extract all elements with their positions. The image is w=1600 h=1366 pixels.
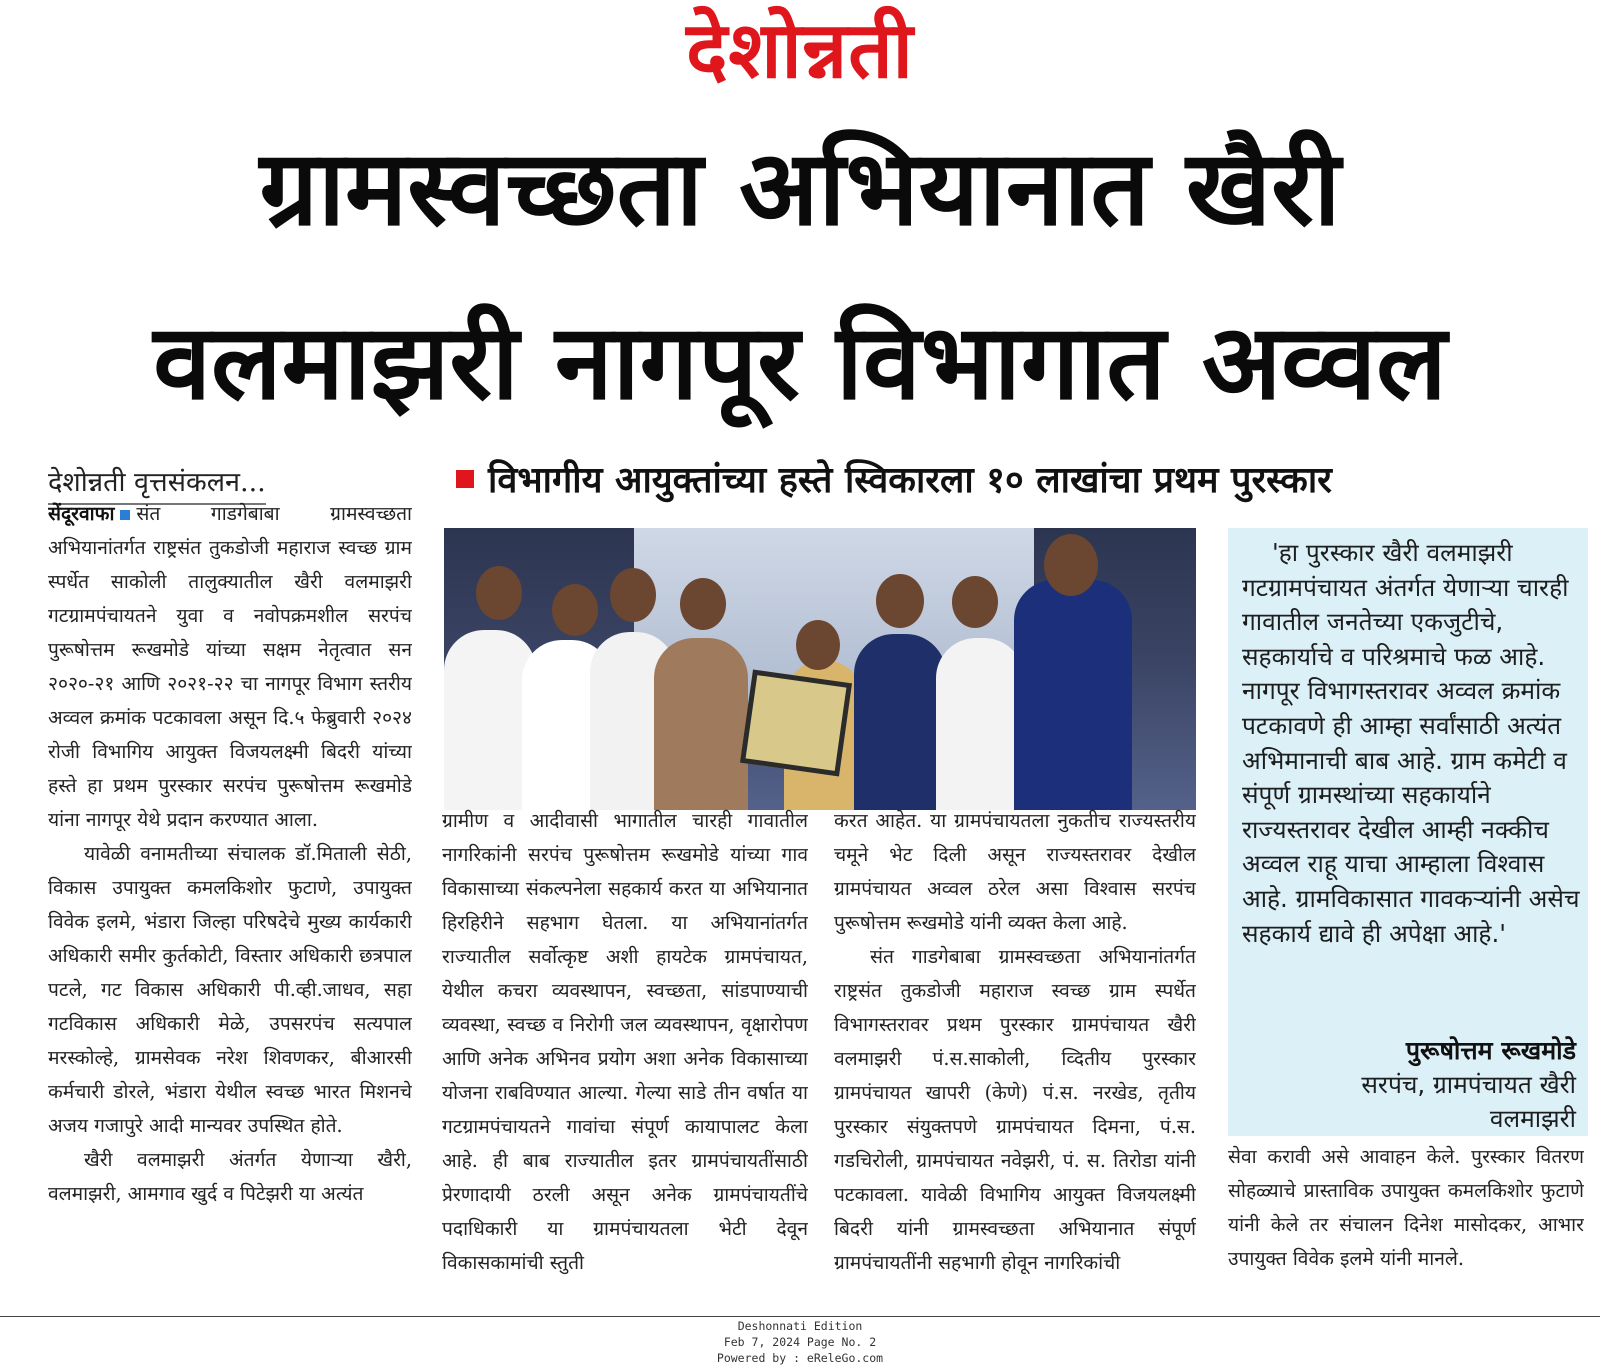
red-square-bullet-icon xyxy=(456,470,474,488)
byline: देशोन्नती वृत्तसंकलन... xyxy=(48,462,266,505)
person-head xyxy=(876,574,924,628)
quote-author-name: पुरूषोत्तम रूखमोडे xyxy=(1405,1036,1576,1065)
headline-line-2: वलमाझरी नागपूर विभागात अव्वल xyxy=(153,301,1447,423)
footer-date-page: Feb 7, 2024 Page No. 2 xyxy=(723,1335,877,1349)
person-figure xyxy=(1014,580,1132,810)
subheadline-text: विभागीय आयुक्तांच्या हस्ते स्विकारला १० लाखांचा प्रथम पुरस्कार xyxy=(488,460,1332,501)
article-paragraph: संत गाडगेबाबा ग्रामस्वच्छता अभियानांतर्गत राष्ट्रसंत तुकडोजी महाराज स्वच्छ ग्राम स्पर्धेत विभागस्तरावर प्रथम पुरस्कार ग्रामपंचायत खैरी वलमाझरी पं.स.साकोली, व्दितीय पुरस्कार ग्रामपंचायत खापरी (केणे) पं.स. नरखेड, तृतीय पुरस्कार संयुक्तपणे ग्रामपंचायत दिमना, पं.स. गडचिरोली, ग्रामपंचायत नवेझरी, पं. स. तिरोडा यांनी पटकावला. यावेळी विभागिय आयुक्त विजयलक्ष्मी बिदरी यांनी ग्रामस्वच्छता अभियानात संपूर्ण ग्रामपंचायतींनी सहभागी होवून नागरिकांची xyxy=(834,945,1196,1274)
pull-quote-box xyxy=(1228,528,1588,1136)
article-paragraph: करत आहेत. या ग्रामपंचायतला नुकतीच राज्यस्तरीय चमूने भेट दिली असून राज्यस्तरावर देखील ग्रामपंचायत अव्वल ठरेल असा विश्वास सरपंच पुरूषोत्तम रूखमोडे यांनी व्यक्त केला आहे. xyxy=(834,809,1196,934)
page-footer xyxy=(0,1318,1600,1366)
person-figure xyxy=(854,634,946,810)
article-paragraph: ग्रामीण व आदीवासी भागातील चारही गावातील नागरिकांनी सरपंच पुरूषोत्तम रूखमोडे यांच्या गाव विकासाच्या संकल्पनेला सहकार्य करत या अभियानात हिरहिरीने सहभाग घेतला. या अभियानांतर्गत राज्यातील सर्वोत्कृष्ट अशी हायटेक ग्रामपंचायत, येथील कचरा व्यवस्थापन, स्वच्छता, सांडपाण्याची व्यवस्था, स्वच्छ व निरोगी जल व्यवस्थापन, वृक्षारोपण आणि अनेक अभिनव प्रयोग अशा अनेक विकासाच्या योजना राबविण्यात आल्या. गेल्या साडे तीन वर्षात या गटग्रामपंचायतने गावांचा संपूर्ण कायापालट केला आहे. ही बाब राज्यातील इतर ग्रामपंचायतींसाठी प्रेरणादायी ठरली असून अनेक ग्रामपंचायतींचे पदाधिकारी या ग्रामपंचायतला भेटी देवून विकासकामांची स्तुती xyxy=(442,809,808,1274)
person-head xyxy=(476,566,522,620)
person-head xyxy=(952,576,998,628)
person-head xyxy=(610,568,656,622)
blue-square-icon xyxy=(120,510,130,520)
article-column-3 xyxy=(834,804,1196,1282)
person-figure xyxy=(654,638,748,810)
headline-line-1: ग्रामस्वच्छता अभियानात खैरी xyxy=(259,127,1341,249)
person-head xyxy=(1044,534,1098,596)
masthead-logo: देशोन्नती xyxy=(686,6,914,96)
dateline: सेंदूरवाफा xyxy=(48,502,115,525)
article-paragraph: यावेळी वनामतीच्या संचालक डॉ.मिताली सेठी, विकास उपायुक्त कमलकिशोर फुटाणे, उपायुक्त विवेक इलमे, भंडारा जिल्हा परिषदेचे मुख्य कार्यकारी अधिकारी समीर कुर्तकोटी, विस्तार अधिकारी छत्रपाल पटले, गट विकास अधिकारी पी.व्ही.जाधव, सहा गटविकास अधिकारी मेळे, उपसरपंच सत्यपाल मरस्कोल्हे, ग्रामसेवक नरेश शिवणकर, बीआरसी कर्मचारी डोरले, भंडारा येथील स्वच्छ भारत मिशनचे अजय गजापुरे आदी मान्यवर उपस्थित होते. xyxy=(48,842,412,1137)
pull-quote-text: 'हा पुरस्कार खैरी वलमाझरी गटग्रामपंचायत अंतर्गत येणाऱ्या चारही गावातील जनतेच्या एकजुटीचे, सहकार्याचे व परिश्रमाचे फळ आहे. नागपूर विभागस्तरावर अव्वल क्रमांक पटकावणे ही आम्हा सर्वांसाठी अत्यंत अभिमानाची बाब आहे. ग्राम कमेटी व संपूर्ण ग्रामस्थांच्या सहकार्याने राज्यस्तरावर देखील आम्ही नक्कीच अव्वल राहू याचा आम्हाला विश्वास आहे. ग्रामविकासात गावकऱ्यांनी असेच सहकार्य द्यावे ही अपेक्षा आहे.' xyxy=(1242,538,1580,948)
footer-edition: Deshonnati Edition xyxy=(737,1319,863,1333)
person-figure xyxy=(936,638,1024,810)
quote-author-role: सरपंच, ग्रामपंचायत खैरी वलमाझरी xyxy=(1361,1070,1576,1133)
article-paragraph xyxy=(48,497,412,837)
paragraph-text: संत गाडगेबाबा ग्रामस्वच्छता अभियानांतर्गत राष्ट्रसंत तुकडोजी महाराज स्वच्छ ग्राम स्पर्धेत साकोली तालुक्यातील खैरी वलमाझरी गटग्रामपंचायतने युवा व नवोपक्रमशील सरपंच पुरूषोत्तम रूखमोडे यांच्या सक्षम नेतृत्वात सन २०२०-२१ आणि २०२१-२२ चा नागपूर विभाग स्तरीय अव्वल क्रमांक पटकावला असून दि.५ फेब्रुवारी २०२४ रोजी विभागिय आयुक्त विजयलक्ष्मी बिदरी यांच्या हस्ते हा प्रथम पुरस्कार सरपंच पुरूषोत्तम रूखमोडे यांना नागपूर येथे प्रदान करण्यात आला. xyxy=(48,502,412,831)
footer-divider xyxy=(0,1316,1600,1317)
person-head xyxy=(680,578,726,630)
person-head xyxy=(796,620,840,670)
article-column-2 xyxy=(442,804,808,1282)
subheadline xyxy=(456,458,1586,504)
award-certificate-frame xyxy=(740,669,852,776)
article-paragraph: खैरी वलमाझरी अंतर्गत येणाऱ्या खैरी, वलमाझरी, आमगाव खुर्द व पिटेझरी या अत्यंत xyxy=(48,1148,412,1205)
article-column-4 xyxy=(1228,1140,1584,1280)
footer-powered-by: Powered by : eReleGo.com xyxy=(716,1351,884,1365)
person-head xyxy=(552,584,598,636)
award-ceremony-photo xyxy=(444,528,1196,810)
article-paragraph: सेवा करावी असे आवाहन केले. पुरस्कार वितरण सोहळ्याचे प्रास्ताविक उपायुक्त कमलकिशोर फुटाणे यांनी केले तर संचालन दिनेश मासोदकर, आभार उपायुक्त विवेक इलमे यांनी मानले. xyxy=(1228,1145,1584,1270)
article-column-1 xyxy=(48,497,412,1279)
